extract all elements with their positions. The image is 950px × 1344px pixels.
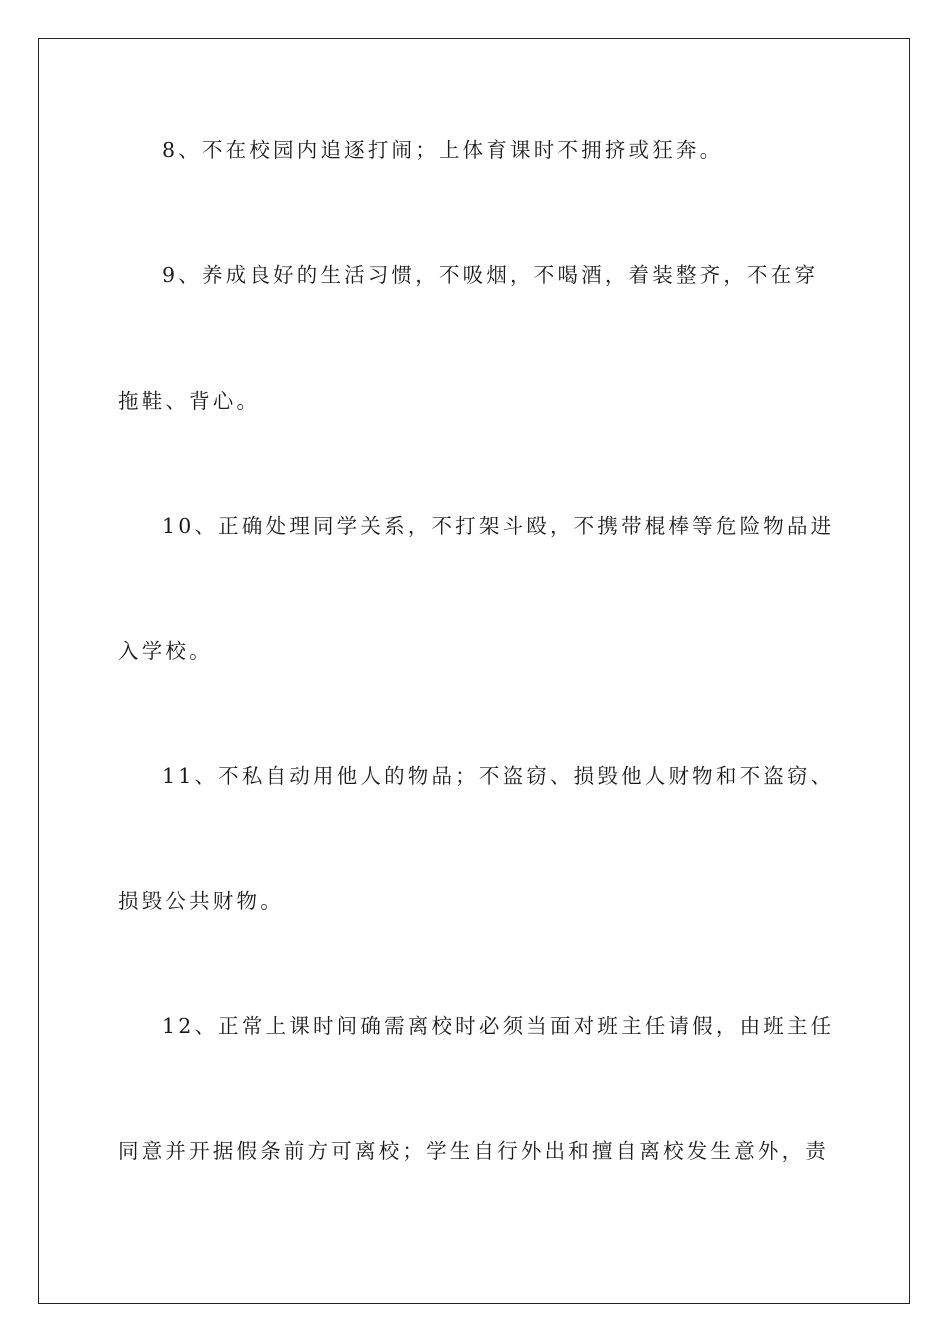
paragraph-12-line-2: 同意并开据假条前方可离校；学生自行外出和擅自离校发生意外，责: [118, 1139, 829, 1163]
paragraph-12-line-1: 12、正常上课时间确需离校时必须当面对班主任请假，由班主任: [162, 1014, 835, 1038]
paragraph-10-line-1: 10、正确处理同学关系，不打架斗殴，不携带棍棒等危险物品进: [162, 514, 835, 538]
page-border: [38, 38, 910, 1304]
paragraph-9-line-2: 拖鞋、背心。: [118, 389, 261, 413]
paragraph-11-line-2: 损毁公共财物。: [118, 889, 284, 913]
paragraph-10-line-2: 入学校。: [118, 639, 213, 663]
paragraph-8-line-1: 8、不在校园内追逐打闹；上体育课时不拥挤或狂奔。: [162, 138, 724, 162]
paragraph-9-line-1: 9、养成良好的生活习惯，不吸烟，不喝酒，着装整齐，不在穿: [162, 263, 819, 287]
paragraph-11-line-1: 11、不私自动用他人的物品；不盗窃、损毁他人财物和不盗窃、: [162, 764, 835, 788]
